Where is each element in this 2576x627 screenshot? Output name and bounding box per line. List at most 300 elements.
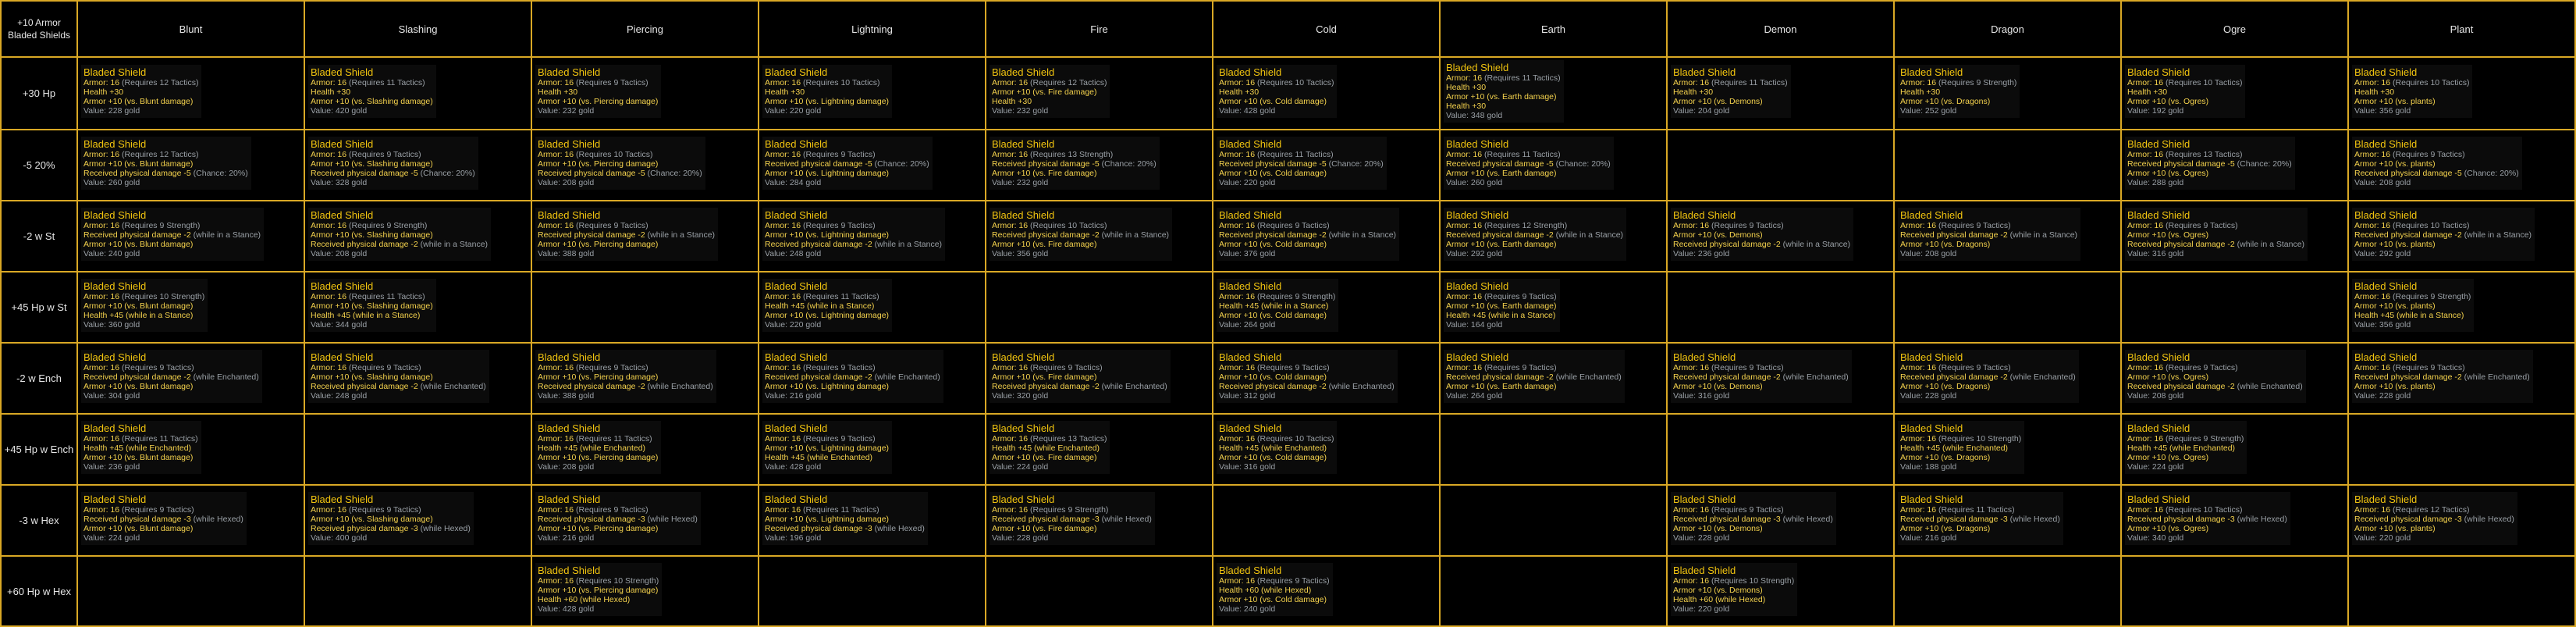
item-stat-line	[1219, 434, 1334, 444]
table-cell	[986, 343, 1213, 414]
stat-text: Received physical damage -3	[992, 515, 1100, 524]
stat-text: Armor +10 (vs. Ogres)	[2127, 97, 2209, 106]
row-header: +45 Hp w St	[1, 272, 77, 343]
item-name: Bladed Shield	[538, 66, 601, 78]
item-stat-line	[2354, 87, 2469, 97]
stat-text: Received physical damage -3	[2354, 515, 2462, 524]
stat-text: Armor +10 (vs. Earth damage)	[1446, 301, 1557, 311]
item-stat-line	[538, 159, 702, 169]
stat-text: Armor: 16	[765, 150, 801, 159]
stat-text: Armor: 16	[538, 363, 574, 372]
item-name: Bladed Shield	[1219, 280, 1282, 292]
stat-note: (Chance: 20%)	[1326, 159, 1384, 169]
table-cell	[1440, 343, 1667, 414]
item-stat-line	[1219, 169, 1384, 178]
stat-text: Armor +10 (vs. Lightning damage)	[765, 230, 890, 240]
stat-note: (Requires 9 Tactics)	[346, 150, 421, 159]
stat-text: Armor: 16	[538, 434, 574, 444]
item-stat-line	[1900, 505, 2060, 515]
stat-note: (Requires 11 Tactics)	[1255, 150, 1334, 159]
item-tooltip	[535, 208, 718, 261]
column-header: Slashing	[304, 1, 531, 57]
stat-text: Armor +10 (vs. Blunt damage)	[83, 453, 194, 462]
stat-text: Received physical damage -3	[1900, 515, 2008, 524]
item-value: Value: 216 gold	[765, 391, 822, 401]
item-stat-line	[538, 240, 715, 249]
item-stat-line	[2354, 363, 2530, 372]
stat-text: Armor +10 (vs. Fire damage)	[992, 240, 1097, 249]
item-tooltip	[535, 65, 661, 118]
item-value: Value: 208 gold	[311, 249, 368, 258]
item-stat-line	[2127, 453, 2244, 462]
stat-text: Health +45 (while in a Stance)	[83, 311, 194, 320]
stat-text: Armor +10 (vs. Dragons)	[1900, 524, 1991, 533]
table-cell	[2348, 556, 2575, 626]
item-name: Bladed Shield	[538, 209, 601, 221]
table-cell	[531, 414, 759, 485]
item-stat-line	[1900, 453, 2021, 462]
item-stat-line	[765, 453, 889, 462]
stat-text: Received physical damage -2	[83, 372, 191, 382]
stat-note: (Requires 9 Tactics)	[1936, 221, 2011, 230]
stat-text: Armor: 16	[83, 434, 120, 444]
stat-text: Received physical damage -2	[992, 382, 1100, 391]
table-cell	[2121, 272, 2348, 343]
table-cell	[1440, 57, 1667, 130]
item-stat-line	[311, 372, 486, 382]
stat-note: (Requires 9 Tactics)	[346, 505, 421, 515]
item-stat-line	[992, 159, 1157, 169]
stat-note: (while Enchanted)	[1780, 372, 1849, 382]
item-name: Bladed Shield	[1446, 351, 1509, 363]
item-stat-line	[1219, 311, 1335, 320]
item-tooltip	[762, 65, 892, 118]
item-stat-line	[1219, 150, 1384, 159]
stat-text: Health +60 (while Hexed)	[1219, 585, 1312, 595]
table-cell	[986, 556, 1213, 626]
item-stat-line	[2354, 311, 2471, 320]
item-stat-line	[83, 159, 248, 169]
item-stat-line	[992, 505, 1152, 515]
item-stat-line	[1673, 221, 1850, 230]
item-stat-line	[1446, 240, 1623, 249]
item-stat-line	[1900, 524, 2060, 533]
stat-text: Received physical damage -5	[2354, 169, 2462, 178]
stat-note: (Requires 9 Tactics)	[1028, 363, 1103, 372]
item-tooltip	[2352, 279, 2474, 332]
table-cell	[986, 414, 1213, 485]
stat-text: Armor +10 (vs. Cold damage)	[1219, 453, 1327, 462]
table-cell	[1213, 201, 1440, 272]
item-stat-line	[1900, 363, 2076, 372]
item-value: Value: 328 gold	[311, 178, 368, 187]
row-header: +45 Hp w Ench	[1, 414, 77, 485]
stat-note: (while Enchanted)	[645, 382, 713, 391]
stat-text: Armor +10 (vs. Ogres)	[2127, 372, 2209, 382]
stat-note: (while Hexed)	[872, 524, 925, 533]
item-stat-line	[83, 434, 198, 444]
stat-text: Armor +10 (vs. Piercing damage)	[538, 585, 659, 595]
item-stat-line	[311, 150, 475, 159]
stat-text: Armor +10 (vs. Cold damage)	[1219, 169, 1327, 178]
item-name: Bladed Shield	[1673, 209, 1736, 221]
stat-text: Health +45 (while Enchanted)	[538, 444, 646, 453]
item-name: Bladed Shield	[83, 66, 147, 78]
item-value: Value: 220 gold	[2354, 533, 2411, 543]
stat-note: (Requires 9 Tactics)	[346, 363, 421, 372]
stat-note: (Chance: 20%)	[2461, 169, 2519, 178]
stat-text: Armor: 16	[1219, 150, 1256, 159]
item-name: Bladed Shield	[2354, 66, 2418, 78]
stat-note: (Requires 10 Tactics)	[1255, 434, 1334, 444]
stat-text: Armor: 16	[1446, 73, 1483, 83]
item-stat-line	[992, 453, 1107, 462]
table-cell	[531, 485, 759, 556]
item-stat-line	[311, 87, 433, 97]
stat-text: Health +30	[765, 87, 805, 97]
stat-text: Health +45 (while Enchanted)	[2127, 444, 2236, 453]
stat-note: (while Hexed)	[1099, 515, 1152, 524]
item-value: Value: 356 gold	[2354, 106, 2411, 116]
item-stat-line	[1219, 301, 1335, 311]
table-cell	[2121, 414, 2348, 485]
stat-text: Armor: 16	[83, 221, 120, 230]
stat-text: Armor: 16	[2354, 78, 2391, 87]
stat-text: Armor: 16	[992, 434, 1029, 444]
stat-text: Armor: 16	[1219, 78, 1256, 87]
stat-note: (Requires 10 Tactics)	[2390, 78, 2470, 87]
stat-note: (Chance: 20%)	[417, 169, 475, 178]
stat-text: Health +30	[311, 87, 351, 97]
item-stat-line	[1446, 83, 1561, 92]
stat-note: (Chance: 20%)	[190, 169, 248, 178]
item-name: Bladed Shield	[992, 422, 1055, 434]
item-stat-line	[83, 87, 198, 97]
stat-text: Received physical damage -2	[765, 240, 872, 249]
item-stat-line	[2127, 382, 2303, 391]
stat-text: Armor +10 (vs. Dragons)	[1900, 240, 1991, 249]
stat-note: (Requires 10 Tactics)	[1028, 221, 1107, 230]
item-stat-line	[1673, 363, 1849, 372]
table-cell	[1667, 201, 1894, 272]
stat-text: Armor +10 (vs. Earth damage)	[1446, 382, 1557, 391]
stat-text: Armor: 16	[538, 78, 574, 87]
column-header: Lightning	[759, 1, 986, 57]
stat-note: (while in a Stance)	[417, 240, 489, 249]
item-stat-line	[538, 444, 658, 453]
item-value: Value: 340 gold	[2127, 533, 2184, 543]
stat-text: Armor: 16	[2354, 221, 2391, 230]
item-stat-line	[765, 301, 889, 311]
stat-text: Received physical damage -2	[1673, 372, 1781, 382]
stat-note: (while Hexed)	[2461, 515, 2514, 524]
item-name: Bladed Shield	[1673, 66, 1736, 78]
item-stat-line	[538, 363, 713, 372]
stat-note: (Requires 9 Tactics)	[1936, 363, 2011, 372]
item-stat-line	[765, 524, 925, 533]
stat-text: Armor: 16	[2127, 505, 2164, 515]
item-value: Value: 224 gold	[83, 533, 140, 543]
stat-note: (while Hexed)	[2234, 515, 2287, 524]
item-tooltip	[762, 492, 928, 545]
stat-note: (Requires 9 Strength)	[1936, 78, 2017, 87]
item-tooltip	[990, 65, 1110, 118]
stat-note: (Chance: 20%)	[1099, 159, 1157, 169]
item-value: Value: 208 gold	[1900, 249, 1957, 258]
item-value: Value: 356 gold	[992, 249, 1049, 258]
item-tooltip	[1217, 421, 1337, 474]
item-name: Bladed Shield	[992, 351, 1055, 363]
item-tooltip	[308, 492, 474, 545]
item-stat-line	[992, 434, 1107, 444]
item-stat-line	[2127, 444, 2244, 453]
item-stat-line	[2354, 159, 2519, 169]
stat-text: Armor +10 (vs. plants)	[2354, 382, 2436, 391]
stat-text: Received physical damage -2	[311, 382, 418, 391]
stat-text: Armor +10 (vs. Dragons)	[1900, 97, 1991, 106]
stat-note: (Requires 13 Tactics)	[1028, 434, 1107, 444]
item-stat-line	[992, 78, 1107, 87]
item-stat-line	[1446, 372, 1622, 382]
stat-text: Armor +10 (vs. Cold damage)	[1219, 97, 1327, 106]
stat-text: Received physical damage -2	[2354, 372, 2462, 382]
item-name: Bladed Shield	[1219, 209, 1282, 221]
item-stat-line	[1219, 78, 1334, 87]
stat-text: Armor +10 (vs. plants)	[2354, 301, 2436, 311]
stat-note: (Requires 13 Strength)	[1028, 150, 1114, 159]
stat-text: Armor +10 (vs. Demons)	[1673, 382, 1763, 391]
item-stat-line	[1219, 363, 1395, 372]
item-value: Value: 264 gold	[1219, 320, 1276, 330]
item-value: Value: 232 gold	[992, 178, 1049, 187]
stat-note: (Requires 13 Tactics)	[2163, 150, 2243, 159]
stat-text: Armor: 16	[1219, 363, 1256, 372]
stat-note: (Chance: 20%)	[2234, 159, 2292, 169]
item-tooltip	[762, 279, 892, 332]
stat-text: Armor +10 (vs. Slashing damage)	[311, 515, 433, 524]
table-cell	[1667, 414, 1894, 485]
item-stat-line	[311, 230, 488, 240]
item-value: Value: 228 gold	[83, 106, 140, 116]
column-header: Fire	[986, 1, 1213, 57]
item-stat-line	[992, 382, 1167, 391]
item-stat-line	[765, 372, 940, 382]
stat-text: Armor: 16	[2354, 150, 2391, 159]
stat-note: (while in a Stance)	[872, 240, 943, 249]
item-stat-line	[1673, 78, 1788, 87]
item-value: Value: 428 gold	[1219, 106, 1276, 116]
item-stat-line	[311, 97, 433, 106]
item-tooltip	[762, 208, 945, 261]
stat-note: (while in a Stance)	[645, 230, 716, 240]
item-stat-line	[1446, 382, 1622, 391]
stat-text: Armor: 16	[83, 363, 120, 372]
stat-note: (Requires 9 Strength)	[119, 221, 201, 230]
item-stat-line	[83, 311, 204, 320]
item-tooltip	[1444, 208, 1626, 261]
stat-note: (Requires 12 Tactics)	[1028, 78, 1107, 87]
item-tooltip	[308, 350, 489, 403]
stat-text: Received physical damage -3	[765, 524, 872, 533]
stat-text: Armor: 16	[83, 292, 120, 301]
table-cell	[304, 57, 531, 130]
item-name: Bladed Shield	[1446, 138, 1509, 150]
item-stat-line	[1219, 240, 1396, 249]
stat-note: (while in a Stance)	[1099, 230, 1170, 240]
item-tooltip	[308, 279, 436, 332]
table-cell	[1894, 485, 2121, 556]
item-stat-line	[2354, 240, 2532, 249]
stat-text: Armor +10 (vs. Slashing damage)	[311, 301, 433, 311]
stat-text: Armor: 16	[1219, 575, 1256, 586]
item-stat-line	[311, 159, 475, 169]
row-header: -3 w Hex	[1, 485, 77, 556]
table-cell	[2121, 57, 2348, 130]
stat-text: Armor: 16	[2127, 434, 2164, 444]
stat-text: Armor: 16	[1900, 78, 1937, 87]
item-tooltip	[1671, 492, 1836, 545]
stat-text: Armor +10 (vs. Ogres)	[2127, 230, 2209, 240]
table-cell	[304, 272, 531, 343]
table-cell	[531, 343, 759, 414]
item-stat-line	[765, 221, 942, 230]
item-tooltip	[1217, 563, 1333, 616]
item-stat-line	[1900, 230, 2077, 240]
item-value: Value: 164 gold	[1446, 320, 1503, 330]
stat-note: (while Hexed)	[417, 524, 471, 533]
table-cell	[531, 201, 759, 272]
item-stat-line	[1900, 221, 2077, 230]
item-tooltip	[1898, 421, 2024, 474]
stat-text: Received physical damage -5	[765, 159, 872, 169]
item-value: Value: 292 gold	[2354, 249, 2411, 258]
item-stat-line	[1219, 159, 1384, 169]
item-value: Value: 224 gold	[2127, 462, 2184, 472]
item-value: Value: 224 gold	[992, 462, 1049, 472]
table-cell	[2348, 272, 2575, 343]
item-name: Bladed Shield	[1219, 564, 1282, 576]
item-name: Bladed Shield	[2354, 493, 2418, 505]
stat-note: (Requires 9 Tactics)	[2163, 363, 2238, 372]
item-value: Value: 360 gold	[83, 320, 140, 330]
item-value: Value: 240 gold	[83, 249, 140, 258]
item-tooltip	[308, 137, 478, 190]
item-value: Value: 220 gold	[765, 106, 822, 116]
stat-text: Received physical damage -5	[83, 169, 191, 178]
item-value: Value: 228 gold	[1900, 391, 1957, 401]
item-stat-line	[1673, 382, 1849, 391]
item-value: Value: 304 gold	[83, 391, 140, 401]
item-name: Bladed Shield	[2127, 209, 2190, 221]
stat-text: Armor +10 (vs. Slashing damage)	[311, 97, 433, 106]
item-stat-line	[1900, 444, 2021, 453]
row-header: +30 Hp	[1, 57, 77, 130]
row-header: -2 w St	[1, 201, 77, 272]
item-name: Bladed Shield	[1900, 209, 1963, 221]
item-stat-line	[1219, 372, 1395, 382]
stat-note: (while Enchanted)	[1326, 382, 1395, 391]
item-stat-line	[1673, 505, 1833, 515]
stat-note: (Requires 9 Tactics)	[1255, 575, 1330, 586]
item-stat-line	[311, 240, 488, 249]
stat-text: Armor: 16	[1673, 505, 1710, 515]
item-name: Bladed Shield	[1900, 493, 1963, 505]
stat-text: Armor: 16	[1219, 221, 1256, 230]
item-stat-line	[1673, 97, 1788, 106]
item-tooltip	[990, 208, 1172, 261]
stat-note: (Requires 10 Strength)	[119, 292, 205, 301]
item-value: Value: 196 gold	[765, 533, 822, 543]
table-row	[1, 201, 2575, 272]
stat-text: Armor: 16	[1900, 434, 1937, 444]
item-stat-line	[765, 292, 889, 301]
table-cell	[759, 414, 986, 485]
item-name: Bladed Shield	[538, 422, 601, 434]
table-cell	[2121, 343, 2348, 414]
item-stat-line	[2127, 505, 2287, 515]
stat-text: Armor +10 (vs. Earth damage)	[1446, 240, 1557, 249]
item-value: Value: 220 gold	[765, 320, 822, 330]
item-stat-line	[1219, 97, 1334, 106]
item-stat-line	[1219, 453, 1334, 462]
stat-text: Armor +10 (vs. Cold damage)	[1219, 240, 1327, 249]
table-row	[1, 414, 2575, 485]
stat-text: Received physical damage -3	[311, 524, 418, 533]
item-name: Bladed Shield	[2127, 351, 2190, 363]
stat-text: Armor: 16	[2354, 363, 2391, 372]
stat-text: Received physical damage -2	[2354, 230, 2462, 240]
item-value: Value: 388 gold	[538, 249, 595, 258]
item-stat-line	[2127, 230, 2304, 240]
stat-text: Armor: 16	[765, 221, 801, 230]
item-stat-line	[992, 515, 1152, 524]
stat-text: Health +45 (while Enchanted)	[1900, 444, 2009, 453]
item-stat-line	[2127, 87, 2242, 97]
item-stat-line	[538, 230, 715, 240]
table-cell	[77, 57, 304, 130]
stat-text: Received physical damage -3	[538, 515, 645, 524]
stat-text: Armor: 16	[311, 505, 347, 515]
table-cell	[759, 485, 986, 556]
item-stat-line	[2127, 240, 2304, 249]
item-value: Value: 312 gold	[1219, 391, 1276, 401]
stat-text: Armor +10 (vs. Lightning damage)	[765, 97, 890, 106]
item-value: Value: 428 gold	[765, 462, 822, 472]
item-stat-line	[1446, 150, 1611, 159]
stat-text: Armor: 16	[2127, 363, 2164, 372]
stat-text: Health +45 (while in a Stance)	[2354, 311, 2464, 320]
item-stat-line	[311, 78, 433, 87]
item-stat-line	[311, 515, 471, 524]
item-tooltip	[535, 137, 705, 190]
item-stat-line	[311, 169, 475, 178]
stat-text: Armor: 16	[992, 505, 1029, 515]
stat-text: Health +30	[1219, 87, 1260, 97]
item-name: Bladed Shield	[2354, 351, 2418, 363]
stat-note: (while in a Stance)	[2234, 240, 2305, 249]
item-stat-line	[992, 97, 1107, 106]
stat-text: Health +45 (while in a Stance)	[1446, 311, 1556, 320]
item-value: Value: 260 gold	[83, 178, 140, 187]
table-cell	[1440, 556, 1667, 626]
item-stat-line	[992, 150, 1157, 159]
item-tooltip	[2352, 492, 2517, 545]
item-stat-line	[538, 87, 658, 97]
item-stat-line	[2127, 363, 2303, 372]
stat-note: (Requires 11 Tactics)	[346, 78, 425, 87]
item-tooltip	[2352, 208, 2535, 261]
item-tooltip	[2125, 350, 2306, 403]
